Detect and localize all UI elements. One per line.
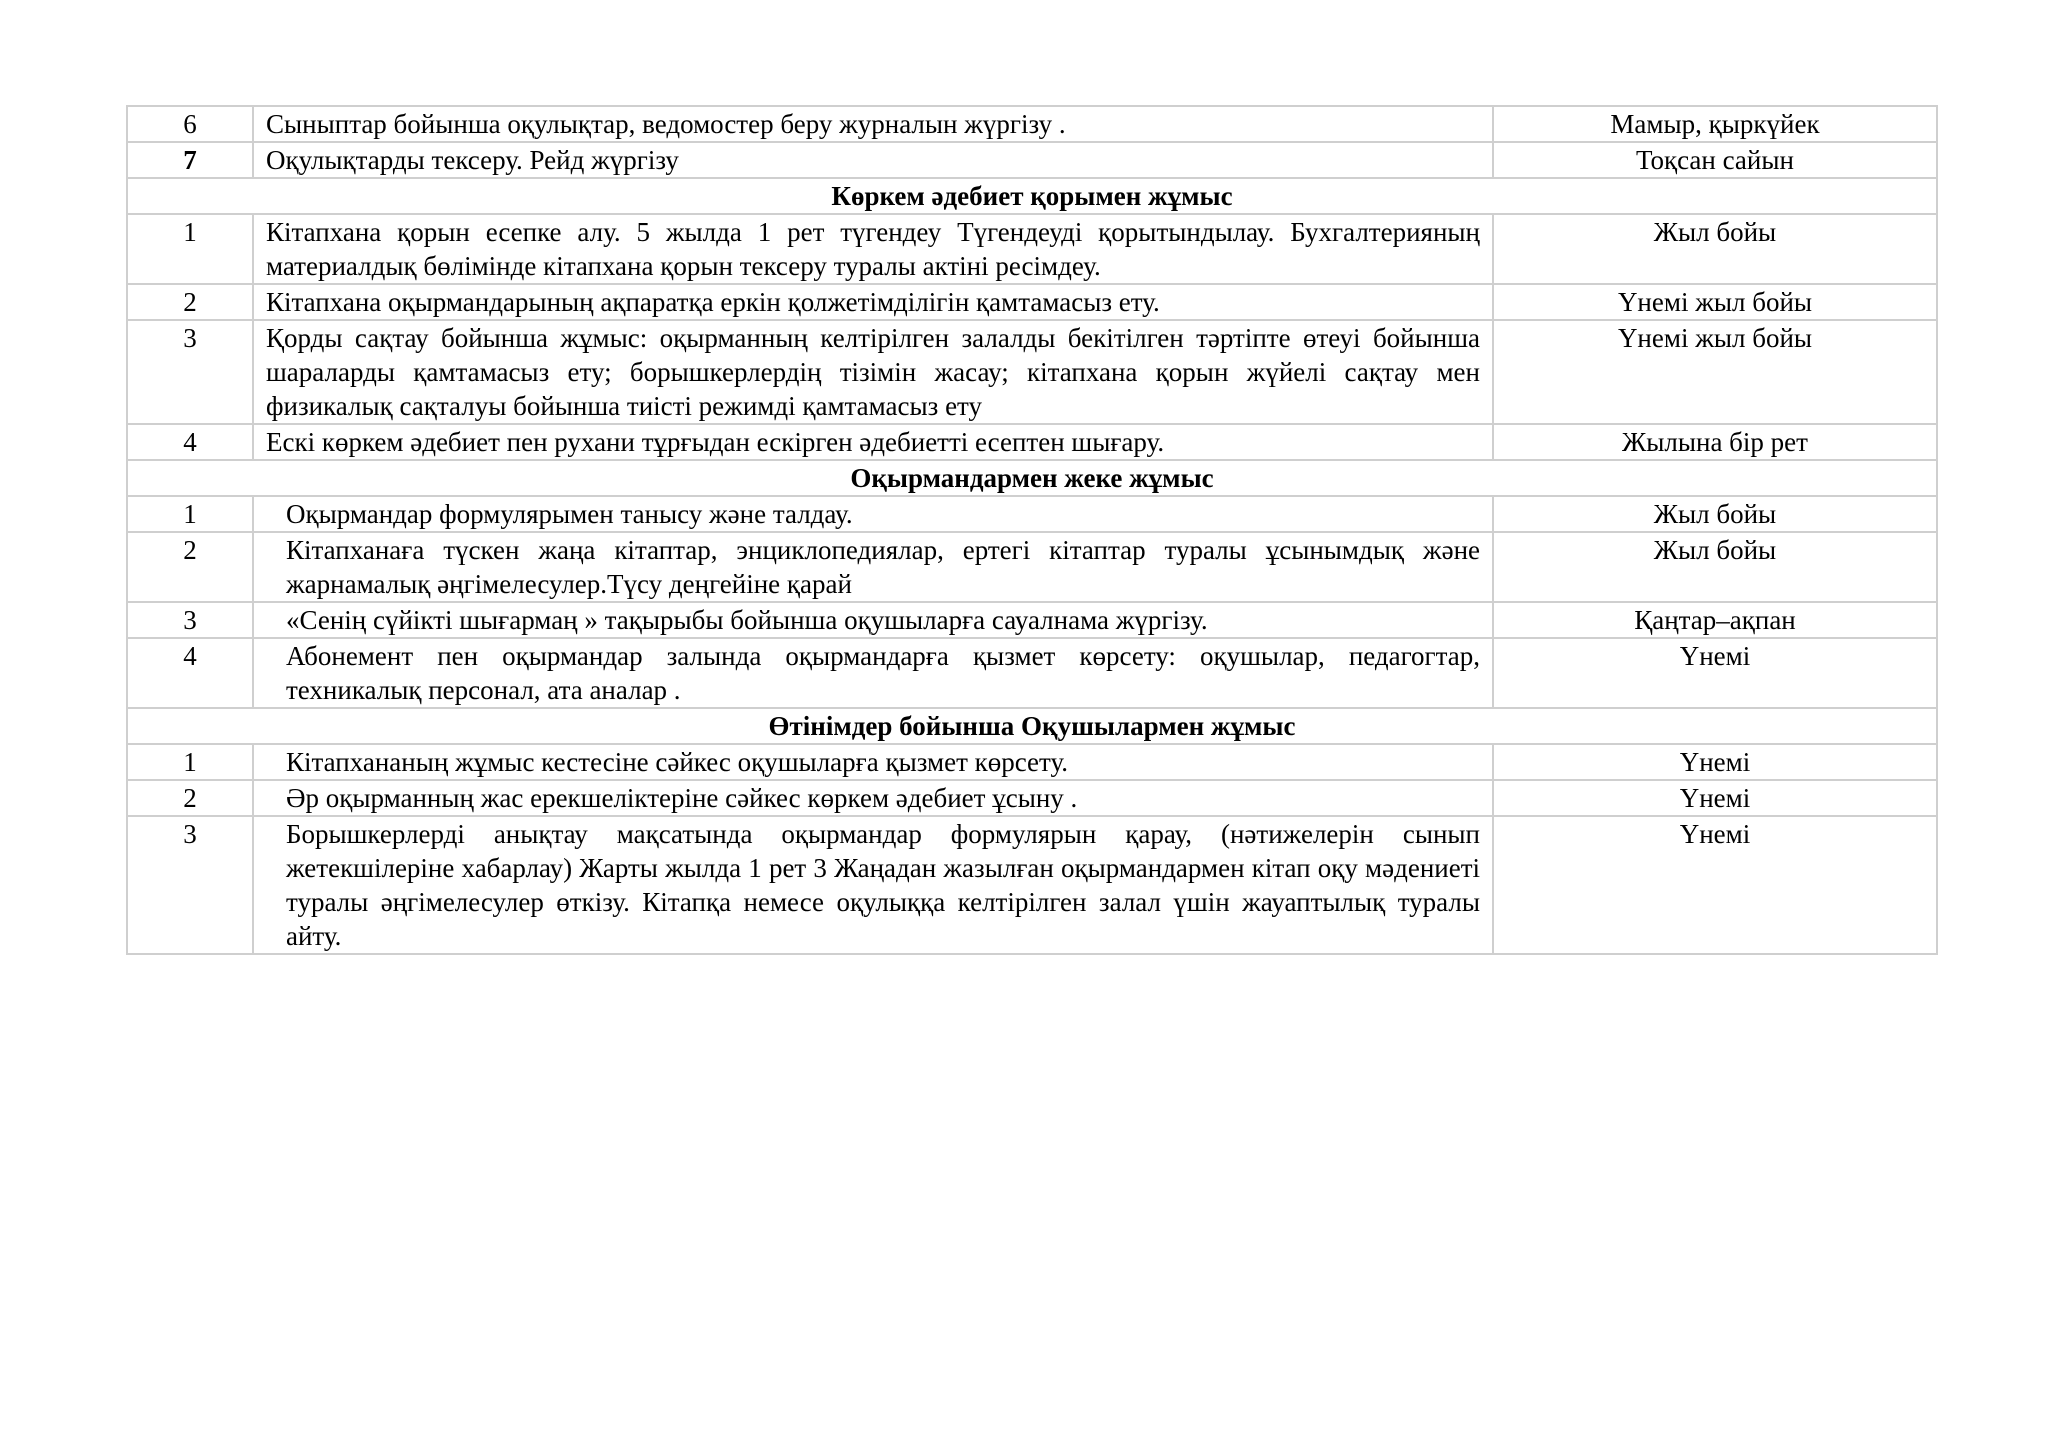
table-row bbox=[127, 780, 1937, 816]
row-deadline: Жыл бойы bbox=[1493, 532, 1937, 602]
table-row bbox=[127, 424, 1937, 460]
section-heading-row bbox=[127, 460, 1937, 496]
work-plan-table bbox=[126, 105, 1938, 955]
row-deadline: Жыл бойы bbox=[1493, 214, 1937, 284]
section-heading: Оқырмандармен жеке жұмыс bbox=[127, 460, 1937, 496]
row-description: Борышкерлерді анықтау мақсатында оқырмандар формулярын қарау, (нәтижелерін сынып жетекшілеріне хабарлау) Жарты жылда 1 рет 3 Жаңадан жазылған оқырмандармен кітап оқу мәдениеті туралы әңгімелесулер өткізу. Кітапқа немесе оқулыққа келтірілген залал үшін жауаптылық туралы айту. bbox=[253, 816, 1493, 954]
row-description: Кітапхананың жұмыс кестесіне сәйкес оқушыларға қызмет көрсету. bbox=[253, 744, 1493, 780]
row-deadline: Жыл бойы bbox=[1493, 496, 1937, 532]
row-deadline: Үнемі bbox=[1493, 744, 1937, 780]
row-number: 2 bbox=[127, 284, 253, 320]
row-description: Оқулықтарды тексеру. Рейд жүргізу bbox=[253, 142, 1493, 178]
row-number: 3 bbox=[127, 320, 253, 424]
table-row bbox=[127, 284, 1937, 320]
row-number: 6 bbox=[127, 106, 253, 142]
row-description: Кітапхана қорын есепке алу. 5 жылда 1 рет түгендеу Түгендеуді қорытындылау. Бухгалтерияның материалдық бөлімінде кітапхана қорын тексеру туралы актіні ресімдеу. bbox=[253, 214, 1493, 284]
row-description: Оқырмандар формулярымен танысу және талдау. bbox=[253, 496, 1493, 532]
row-deadline: Үнемі bbox=[1493, 780, 1937, 816]
row-number: 3 bbox=[127, 816, 253, 954]
row-deadline: Мамыр, қыркүйек bbox=[1493, 106, 1937, 142]
row-deadline: Үнемі bbox=[1493, 816, 1937, 954]
table-row bbox=[127, 638, 1937, 708]
row-number: 2 bbox=[127, 780, 253, 816]
row-description: Кітапхана оқырмандарының ақпаратқа еркін қолжетімділігін қамтамасыз ету. bbox=[253, 284, 1493, 320]
row-description: Қорды сақтау бойынша жұмыс: оқырманның келтірілген залалды бекітілген тәртіпте өтеуі бойынша шараларды қамтамасыз ету; борышкерлердің тізімін жасау; кітапхана қорын жүйелі сақтау мен физикалық сақталуы бойынша тиісті режимді қамтамасыз ету bbox=[253, 320, 1493, 424]
section-heading: Өтінімдер бойынша Оқушылармен жұмыс bbox=[127, 708, 1937, 744]
row-description: Абонемент пен оқырмандар залында оқырмандарға қызмет көрсету: оқушылар, педагогтар, техникалық персонал, ата аналар . bbox=[253, 638, 1493, 708]
row-number: 1 bbox=[127, 496, 253, 532]
work-plan-table-body bbox=[127, 106, 1937, 954]
row-deadline: Үнемі жыл бойы bbox=[1493, 320, 1937, 424]
row-number: 2 bbox=[127, 532, 253, 602]
table-row bbox=[127, 142, 1937, 178]
row-description: Сыныптар бойынша оқулықтар, ведомостер беру журналын жүргізу . bbox=[253, 106, 1493, 142]
row-description: Ескі көркем әдебиет пен рухани тұрғыдан ескірген әдебиетті есептен шығару. bbox=[253, 424, 1493, 460]
table-row bbox=[127, 214, 1937, 284]
row-number: 1 bbox=[127, 744, 253, 780]
table-row bbox=[127, 496, 1937, 532]
row-deadline: Жылына бір рет bbox=[1493, 424, 1937, 460]
table-row bbox=[127, 106, 1937, 142]
row-number: 7 bbox=[127, 142, 253, 178]
row-description: Кітапханаға түскен жаңа кітаптар, энциклопедиялар, ертегі кітаптар туралы ұсынымдық және жарнамалық әңгімелесулер.Түсу деңгейіне қарай bbox=[253, 532, 1493, 602]
table-row bbox=[127, 532, 1937, 602]
table-row bbox=[127, 320, 1937, 424]
row-number: 4 bbox=[127, 638, 253, 708]
row-number: 3 bbox=[127, 602, 253, 638]
row-deadline: Үнемі жыл бойы bbox=[1493, 284, 1937, 320]
row-deadline: Тоқсан сайын bbox=[1493, 142, 1937, 178]
row-number: 4 bbox=[127, 424, 253, 460]
table-row bbox=[127, 744, 1937, 780]
section-heading: Көркем әдебиет қорымен жұмыс bbox=[127, 178, 1937, 214]
row-deadline: Үнемі bbox=[1493, 638, 1937, 708]
table-row bbox=[127, 816, 1937, 954]
table-row bbox=[127, 602, 1937, 638]
section-heading-row bbox=[127, 178, 1937, 214]
row-number: 1 bbox=[127, 214, 253, 284]
row-deadline: Қаңтар–ақпан bbox=[1493, 602, 1937, 638]
row-description: Әр оқырманның жас ерекшеліктеріне сәйкес көркем әдебиет ұсыну . bbox=[253, 780, 1493, 816]
section-heading-row bbox=[127, 708, 1937, 744]
row-description: «Сенің сүйікті шығармаң » тақырыбы бойынша оқушыларға сауалнама жүргізу. bbox=[253, 602, 1493, 638]
